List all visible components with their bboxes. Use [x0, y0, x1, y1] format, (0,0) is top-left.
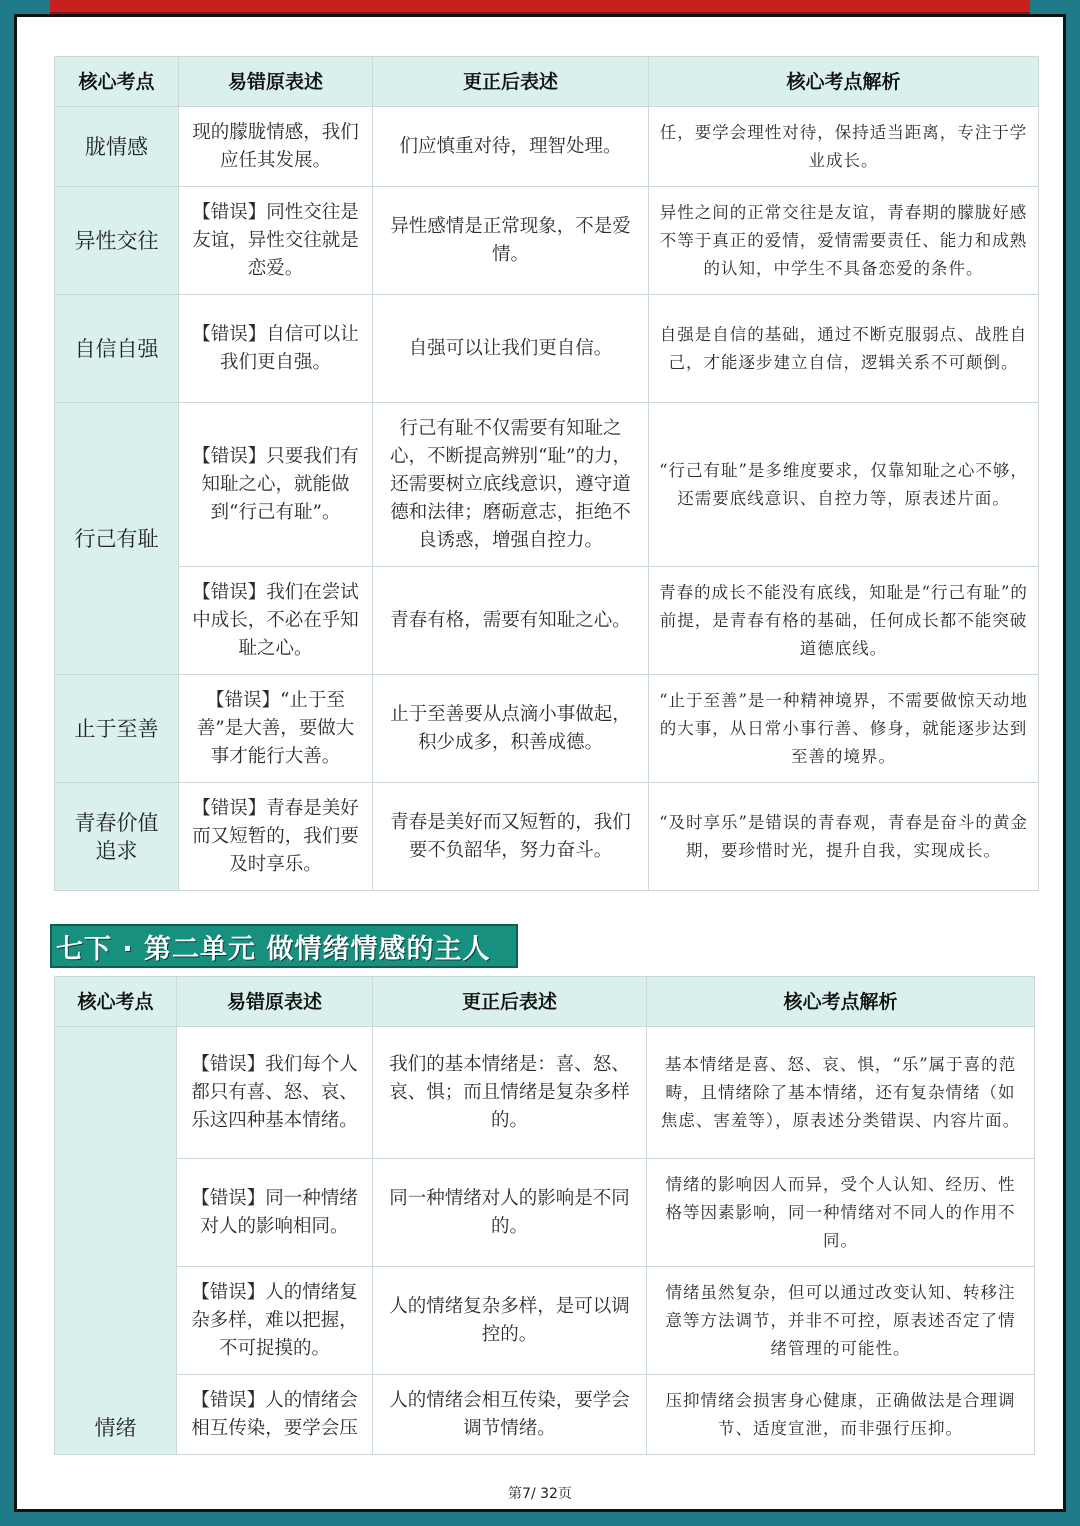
table-row — [55, 1375, 1035, 1455]
wrong-cell: 【错误】人的情绪复杂多样，难以把握，不可捉摸的。 — [177, 1267, 373, 1375]
header-correct: 更正后表述 — [373, 977, 647, 1027]
table-2 — [54, 976, 1035, 1455]
header-analysis: 核心考点解析 — [649, 57, 1039, 107]
wrong-cell: 【错误】青春是美好而又短暂的，我们要及时享乐。 — [179, 783, 373, 891]
topic-cell: 行己有耻 — [55, 403, 179, 675]
header-wrong: 易错原表述 — [179, 57, 373, 107]
correct-cell: 我们的基本情绪是：喜、怒、哀、惧；而且情绪是复杂多样的。 — [373, 1027, 647, 1159]
analysis-cell: 基本情绪是喜、怒、哀、惧，“乐”属于喜的范畴，且情绪除了基本情绪，还有复杂情绪（如焦虑、害羞等），原表述分类错误、内容片面。 — [647, 1027, 1035, 1159]
table-row — [55, 783, 1039, 891]
table-header-row — [55, 977, 1035, 1027]
table-row — [55, 295, 1039, 403]
table-1 — [54, 56, 1039, 891]
section-title — [50, 924, 518, 968]
section-title-text: 七下 · 第二单元 做情绪情感的主人 — [56, 933, 491, 965]
analysis-cell: “止于至善”是一种精神境界，不需要做惊天动地的大事，从日常小事行善、修身，就能逐步达到至善的境界。 — [649, 675, 1039, 783]
header-topic: 核心考点 — [55, 977, 177, 1027]
table-row — [55, 107, 1039, 187]
wrong-cell: 【错误】同性交往是友谊，异性交往就是恋爱。 — [179, 187, 373, 295]
correct-cell: 行己有耻不仅需要有知耻之心，不断提高辨别“耻”的力，还需要树立底线意识，遵守道德和法律；磨砺意志，拒绝不良诱惑，增强自控力。 — [373, 403, 649, 567]
header-topic: 核心考点 — [55, 57, 179, 107]
table-row — [55, 1027, 1035, 1159]
wrong-cell: 【错误】只要我们有知耻之心，就能做到“行己有耻”。 — [179, 403, 373, 567]
table-row — [55, 1159, 1035, 1267]
correct-cell: 青春是美好而又短暂的，我们要不负韶华，努力奋斗。 — [373, 783, 649, 891]
correct-cell: 异性感情是正常现象，不是爱情。 — [373, 187, 649, 295]
correct-cell: 自强可以让我们更自信。 — [373, 295, 649, 403]
table-row — [55, 403, 1039, 567]
wrong-cell: 【错误】“止于至善”是大善，要做大事才能行大善。 — [179, 675, 373, 783]
header-analysis: 核心考点解析 — [647, 977, 1035, 1027]
analysis-cell: 任，要学会理性对待，保持适当距离，专注于学业成长。 — [649, 107, 1039, 187]
correct-cell: 人的情绪会相互传染，要学会调节情绪。 — [373, 1375, 647, 1455]
correct-cell: 人的情绪复杂多样，是可以调控的。 — [373, 1267, 647, 1375]
table-row — [55, 675, 1039, 783]
page-number: 第7/ 32页 — [508, 1486, 572, 1502]
topic-cell: 自信自强 — [55, 295, 179, 403]
analysis-cell: 青春的成长不能没有底线，知耻是“行己有耻”的前提，是青春有格的基础，任何成长都不能突破道德底线。 — [649, 567, 1039, 675]
correct-cell: 止于至善要从点滴小事做起，积少成多，积善成德。 — [373, 675, 649, 783]
wrong-cell: 现的朦胧情感，我们应任其发展。 — [179, 107, 373, 187]
wrong-cell: 【错误】同一种情绪对人的影响相同。 — [177, 1159, 373, 1267]
analysis-cell: “行己有耻”是多维度要求，仅靠知耻之心不够，还需要底线意识、自控力等，原表述片面。 — [649, 403, 1039, 567]
top-red-strip — [50, 0, 1030, 14]
topic-cell: 异性交往 — [55, 187, 179, 295]
correct-cell: 们应慎重对待，理智处理。 — [373, 107, 649, 187]
table-row — [55, 187, 1039, 295]
correct-cell: 同一种情绪对人的影响是不同的。 — [373, 1159, 647, 1267]
topic-cell: 青春价值追求 — [55, 783, 179, 891]
table-header-row — [55, 57, 1039, 107]
analysis-cell: 异性之间的正常交往是友谊，青春期的朦胧好感不等于真正的爱情，爱情需要责任、能力和成熟的认知，中学生不具备恋爱的条件。 — [649, 187, 1039, 295]
topic-cell: 胧情感 — [55, 107, 179, 187]
analysis-cell: 自强是自信的基础，通过不断克服弱点、战胜自己，才能逐步建立自信，逻辑关系不可颠倒。 — [649, 295, 1039, 403]
analysis-cell: 情绪虽然复杂，但可以通过改变认知、转移注意等方法调节，并非不可控，原表述否定了情绪管理的可能性。 — [647, 1267, 1035, 1375]
correct-cell: 青春有格，需要有知耻之心。 — [373, 567, 649, 675]
table-row — [55, 1267, 1035, 1375]
analysis-cell: “及时享乐”是错误的青春观，青春是奋斗的黄金期，要珍惜时光，提升自我，实现成长。 — [649, 783, 1039, 891]
topic-cell: 止于至善 — [55, 675, 179, 783]
wrong-cell: 【错误】自信可以让我们更自强。 — [179, 295, 373, 403]
wrong-cell: 【错误】我们每个人都只有喜、怒、哀、乐这四种基本情绪。 — [177, 1027, 373, 1159]
table-row — [55, 567, 1039, 675]
wrong-cell: 【错误】人的情绪会相互传染，要学会压 — [177, 1375, 373, 1455]
header-wrong: 易错原表述 — [177, 977, 373, 1027]
analysis-cell: 压抑情绪会损害身心健康，正确做法是合理调节、适度宣泄，而非强行压抑。 — [647, 1375, 1035, 1455]
analysis-cell: 情绪的影响因人而异，受个人认知、经历、性格等因素影响，同一种情绪对不同人的作用不同。 — [647, 1159, 1035, 1267]
wrong-cell: 【错误】我们在尝试中成长，不必在乎知耻之心。 — [179, 567, 373, 675]
header-correct: 更正后表述 — [373, 57, 649, 107]
topic-cell: 情绪 — [55, 1027, 177, 1455]
